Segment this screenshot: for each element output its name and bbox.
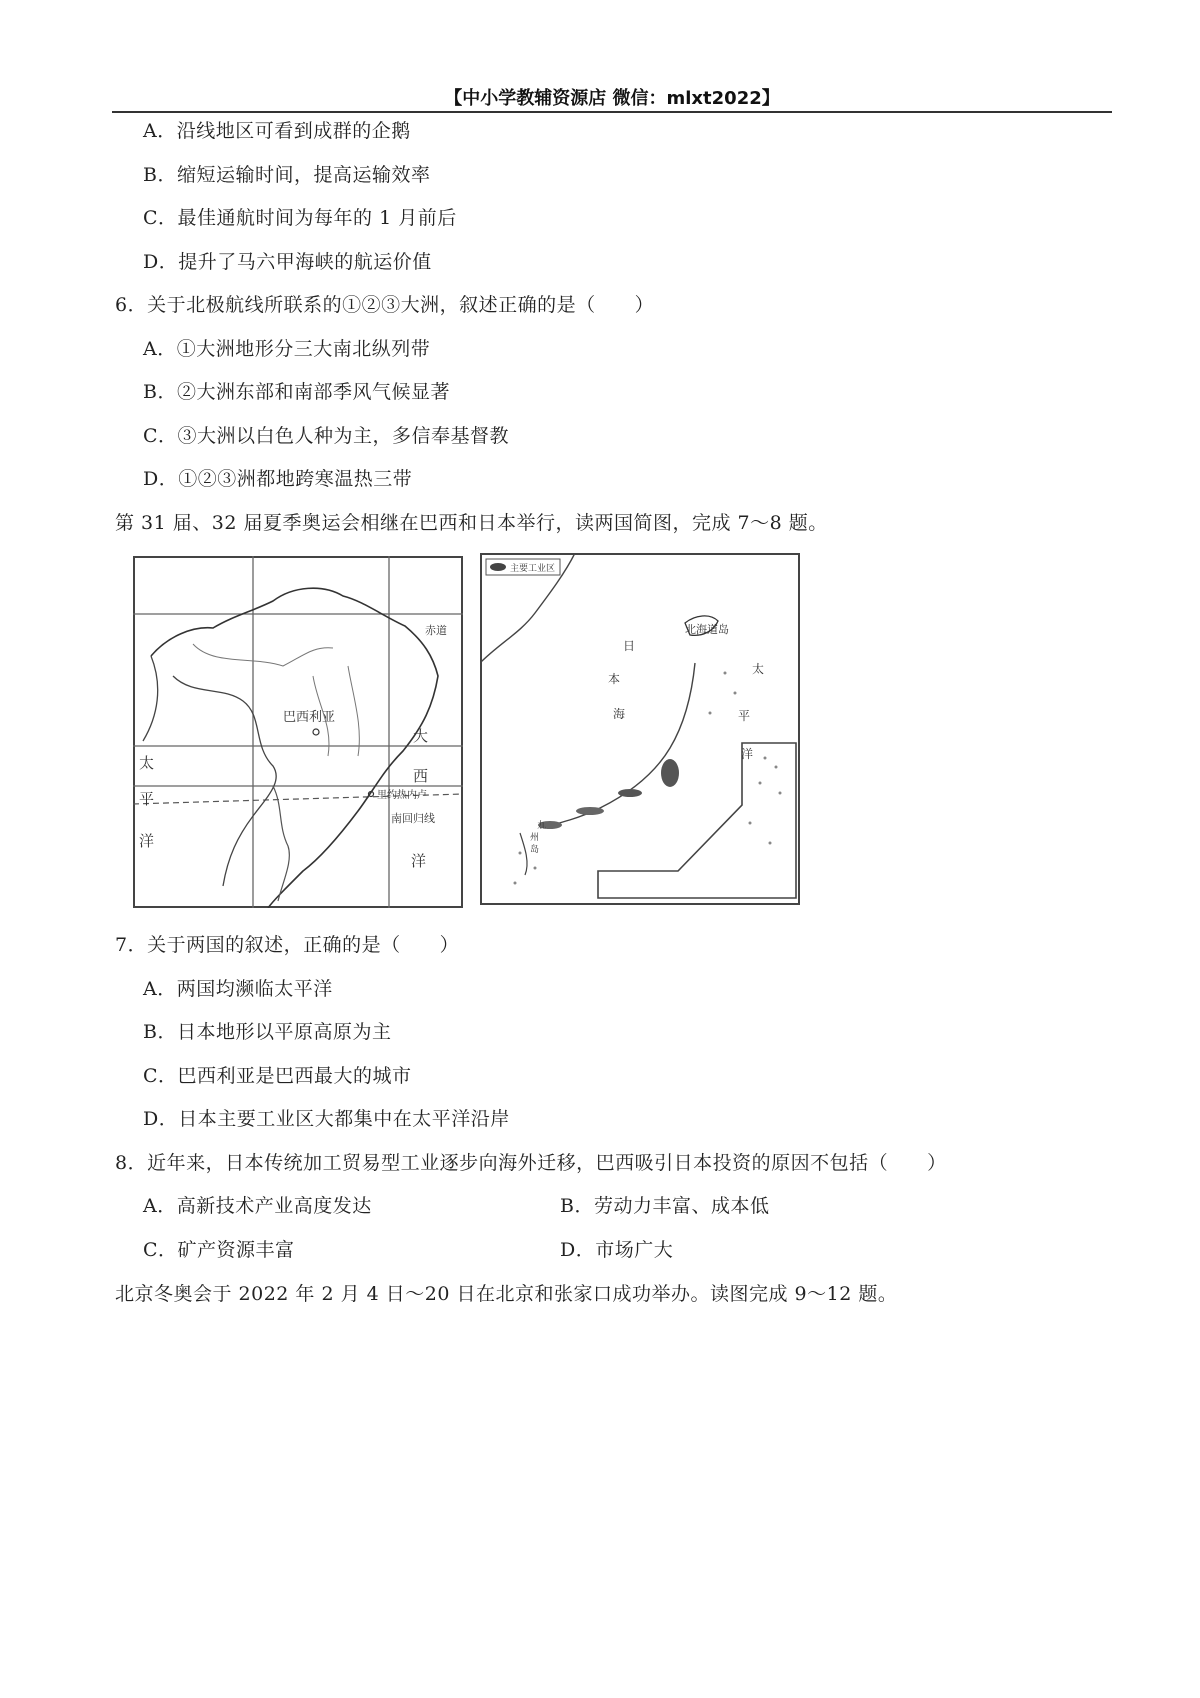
label-equator: 赤道 [425,624,447,637]
header-watermark: 【中小学教辅资源店 微信：mlxt2022】 [444,88,780,109]
label-kyushu-1: 九 [537,821,547,831]
q5-option-b: B．缩短运输时间，提高运输效率 [143,164,431,186]
label-hokkaido: 北海道岛 [685,623,729,636]
label-pacific-2: 平 [738,709,751,723]
q6-option-b: B．②大洲东部和南部季风气候显著 [143,381,450,403]
q6-option-d: D．①②③洲都地跨寒温热三带 [143,468,413,490]
label-tropic: 南回归线 [391,812,435,825]
q5-option-c: C．最佳通航时间为每年的 1 月前后 [143,207,457,229]
label-pacific-3: 洋 [139,832,155,850]
q7-option-a: A．两国均濒临太平洋 [143,978,333,1000]
q7-option-d: D．日本主要工业区大都集中在太平洋沿岸 [143,1108,510,1130]
label-sea-1: 日 [623,639,636,653]
q6-option-c: C．③大洲以白色人种为主，多信奉基督教 [143,425,510,447]
industry-area-2 [618,789,642,797]
q8-option-d: D．市场广大 [560,1239,674,1261]
q6-stem: 6．关于北极航线所联系的①②③大洲，叙述正确的是（ ） [115,294,655,316]
label-capital: 巴西利亚 [283,710,336,725]
intro-7-8: 第 31 届、32 届夏季奥运会相继在巴西和日本举行，读两国简图，完成 7～8 题。 [115,512,828,534]
label-pacific-2: 平 [139,790,155,808]
label-sea-2: 本 [608,672,621,686]
label-rio: 里约热内卢 [377,790,427,801]
label-atlantic-1: 大 [413,727,429,745]
brazil-map [133,556,463,908]
q8-stem: 8．近年来，日本传统加工贸易型工业逐步向海外迁移，巴西吸引日本投资的原因不包括（ ） [115,1152,947,1174]
label-sea-3: 海 [613,707,626,721]
industry-area-3 [576,807,604,815]
industry-area-1 [661,759,679,787]
label-pacific-3: 洋 [741,747,754,761]
label-kyushu-2: 州 [530,833,540,843]
intro-9-12: 北京冬奥会于 2022 年 2 月 4 日～20 日在北京和张家口成功举办。读图完成 9～12 题。 [115,1283,898,1305]
q7-option-b: B．日本地形以平原高原为主 [143,1021,392,1043]
q7-option-c: C．巴西利亚是巴西最大的城市 [143,1065,412,1087]
label-kyushu-3: 岛 [530,845,540,855]
label-atlantic-2: 西 [413,767,429,785]
label-pacific-1: 太 [752,662,765,676]
q8-option-b: B．劳动力丰富、成本低 [560,1195,770,1217]
q7-stem: 7．关于两国的叙述，正确的是（ ） [115,934,460,956]
q5-option-d: D．提升了马六甲海峡的航运价值 [143,251,432,273]
japan-map [480,553,800,905]
q8-option-a: A．高新技术产业高度发达 [143,1195,372,1217]
q6-option-a: A．①大洲地形分三大南北纵列带 [143,338,431,360]
header-rule [112,111,1112,113]
q5-option-a: A．沿线地区可看到成群的企鹅 [143,120,411,142]
q8-option-c: C．矿产资源丰富 [143,1239,295,1261]
label-atlantic-3: 洋 [411,852,427,870]
legend-swatch [490,563,506,571]
legend-label: 主要工业区 [510,564,556,574]
label-pacific-1: 太 [139,754,155,772]
